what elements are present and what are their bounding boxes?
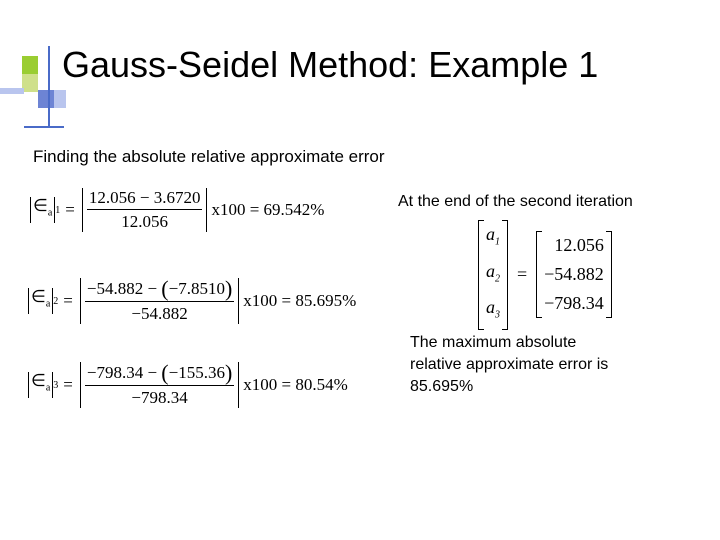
error-equation-1: $\in_a$ 1 = $\frac{12.056 - 3.6720}{12.056}$ x100 = 69.542% (30, 188, 324, 232)
error-symbol: $\in_a$ (28, 288, 53, 313)
page-title: Gauss-Seidel Method: Example 1 (62, 44, 599, 85)
error-fraction: $\frac{-54.882 - (-7.8510)}{-54.882}$ (80, 278, 239, 324)
error-index: 3 (53, 379, 59, 391)
subtitle: Finding the absolute relative approximate error (33, 147, 385, 166)
error-equation-2: $\in_a$ 2 = $\frac{-54.882 - (-7.8510)}{-54.882}$ x100 = 85.695% (28, 278, 356, 324)
values-vector: 12.056 −54.882 −798.34 (536, 231, 612, 318)
error-equation-3: $\in_a$ 3 = $\frac{-798.34 - (-155.36)}{-798.34}$ x100 = 80.54% (28, 362, 348, 408)
error-result: x100 = 85.695% (243, 291, 357, 310)
error-fraction: $\frac{-798.34 - (-155.36)}{-798.34}$ (80, 362, 239, 408)
error-result: x100 = 80.54% (243, 375, 348, 394)
error-result: x100 = 69.542% (211, 200, 325, 219)
unknowns-vector: $a_1$ $a_2$ $a_3$ (478, 220, 508, 330)
equals-sign: = (517, 264, 528, 285)
solution-vector (478, 220, 612, 330)
error-index: 1 (55, 204, 61, 216)
iteration-heading: At the end of the second iteration (398, 193, 633, 210)
error-symbol: $\in_a$ (28, 372, 53, 397)
error-fraction: $\frac{12.056 - 3.6720}{12.056}$ (82, 188, 208, 232)
error-symbol: $\in_a$ (30, 197, 55, 222)
error-index: 2 (53, 295, 59, 307)
conclusion-text: The maximum absolute relative approximate error is 85.695% (410, 334, 609, 395)
